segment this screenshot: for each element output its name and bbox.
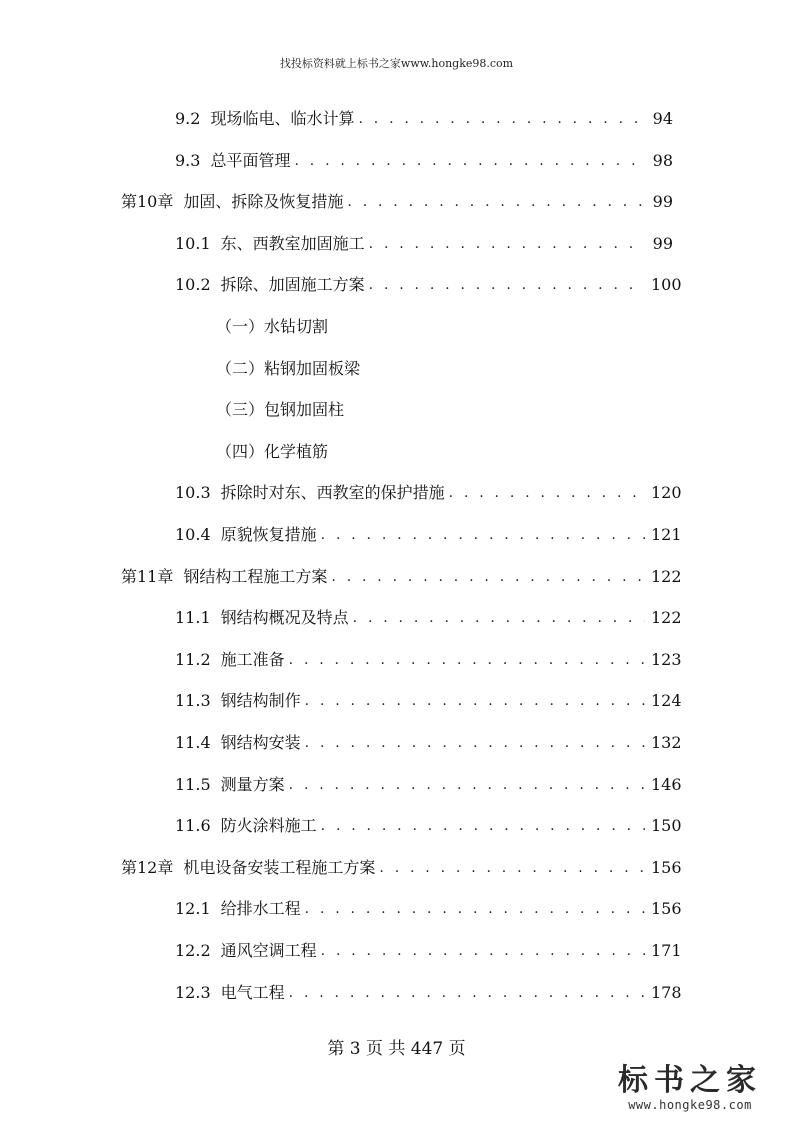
toc-number: 12.1 bbox=[175, 899, 211, 918]
toc-page-number: 178 bbox=[651, 983, 682, 1002]
toc-page-number: 94 bbox=[652, 109, 673, 128]
toc-title: 拆除时对东、西教室的保护措施 bbox=[220, 483, 445, 502]
toc-title: 测量方案 bbox=[220, 775, 285, 794]
toc-title: 钢结构安装 bbox=[220, 733, 301, 752]
toc-section[interactable] bbox=[175, 272, 682, 296]
toc-page-number: 156 bbox=[651, 858, 682, 877]
toc-leader bbox=[289, 774, 645, 796]
toc-page-number: 123 bbox=[651, 650, 682, 669]
toc-section[interactable] bbox=[175, 480, 682, 504]
toc-title: 现场临电、临水计算 bbox=[210, 109, 355, 128]
toc-section[interactable] bbox=[175, 813, 682, 837]
toc-number: 10.3 bbox=[175, 483, 211, 502]
toc-subitem: （一）水钻切割 bbox=[216, 317, 329, 336]
toc-leader bbox=[347, 191, 645, 213]
toc-section[interactable] bbox=[175, 938, 682, 962]
toc-page-number: 124 bbox=[651, 691, 682, 710]
toc-number: 9.3 bbox=[175, 151, 201, 170]
toc-leader bbox=[305, 898, 645, 920]
logo-url: www.hongke98.com bbox=[628, 1098, 752, 1112]
toc-subitem: （三）包钢加固柱 bbox=[216, 400, 345, 419]
toc-number: 11.4 bbox=[175, 733, 211, 752]
toc-leader bbox=[294, 150, 645, 172]
toc-number: 11.5 bbox=[175, 775, 211, 794]
toc-leader bbox=[321, 815, 645, 837]
toc-title: 加固、拆除及恢复措施 bbox=[183, 192, 344, 211]
toc-section[interactable] bbox=[175, 772, 682, 796]
toc-number: 10.4 bbox=[175, 525, 211, 544]
toc-leader bbox=[305, 732, 645, 754]
toc-leader bbox=[379, 857, 645, 879]
toc-title: 拆除、加固施工方案 bbox=[220, 275, 365, 294]
toc-title: 原貌恢复措施 bbox=[220, 525, 317, 544]
toc-chapter[interactable] bbox=[121, 564, 682, 588]
toc-page-number: 100 bbox=[651, 275, 682, 294]
toc-page-number: 99 bbox=[652, 192, 673, 211]
toc-title: 钢结构制作 bbox=[220, 691, 301, 710]
toc-page-number: 122 bbox=[651, 608, 682, 627]
toc-number: 第11章 bbox=[121, 567, 174, 586]
toc-leader bbox=[353, 607, 645, 629]
toc-subitem: （二）粘钢加固板梁 bbox=[216, 359, 361, 378]
toc-page-number: 156 bbox=[651, 899, 682, 918]
toc-title: 施工准备 bbox=[220, 650, 285, 669]
toc-page-number: 146 bbox=[651, 775, 682, 794]
toc-number: 第12章 bbox=[121, 858, 174, 877]
toc-section[interactable] bbox=[175, 980, 682, 1004]
toc-title: 机电设备安装工程施工方案 bbox=[183, 858, 376, 877]
toc-leader bbox=[369, 233, 645, 255]
toc-section[interactable] bbox=[175, 896, 682, 920]
toc-page-number: 171 bbox=[651, 941, 682, 960]
toc-leader bbox=[305, 690, 645, 712]
toc-page-number: 150 bbox=[651, 816, 682, 835]
toc-leader bbox=[358, 108, 645, 130]
toc-chapter[interactable] bbox=[121, 189, 673, 213]
logo-brand: 标书之家 bbox=[618, 1063, 762, 1098]
toc-section[interactable] bbox=[175, 148, 673, 172]
page-header: 找投标资料就上标书之家www.hongke98.com bbox=[279, 57, 514, 70]
toc-section[interactable] bbox=[175, 106, 673, 130]
toc-number: 12.2 bbox=[175, 941, 211, 960]
toc-section[interactable] bbox=[175, 605, 682, 629]
toc-page-number: 99 bbox=[652, 234, 673, 253]
toc-title: 给排水工程 bbox=[220, 899, 301, 918]
toc-section[interactable] bbox=[175, 688, 682, 712]
toc-number: 11.6 bbox=[175, 816, 211, 835]
toc-leader bbox=[289, 982, 645, 1004]
toc-number: 第10章 bbox=[121, 192, 174, 211]
toc-number: 11.1 bbox=[175, 608, 211, 627]
toc-title: 电气工程 bbox=[220, 983, 285, 1002]
page-footer: 第 3 页 共 447 页 bbox=[327, 1039, 466, 1059]
toc-leader bbox=[321, 524, 645, 546]
toc-title: 钢结构工程施工方案 bbox=[183, 567, 328, 586]
toc-number: 11.3 bbox=[175, 691, 211, 710]
toc-title: 通风空调工程 bbox=[220, 941, 317, 960]
toc-section[interactable] bbox=[175, 231, 673, 255]
toc-page-number: 132 bbox=[651, 733, 682, 752]
toc-leader bbox=[449, 482, 645, 504]
toc-chapter[interactable] bbox=[121, 855, 682, 879]
toc-section[interactable] bbox=[175, 730, 682, 754]
toc-page-number: 122 bbox=[651, 567, 682, 586]
toc-number: 10.1 bbox=[175, 234, 211, 253]
toc-page-number: 98 bbox=[652, 151, 673, 170]
toc-leader bbox=[321, 940, 645, 962]
toc-page-number: 121 bbox=[651, 525, 682, 544]
toc-section[interactable] bbox=[175, 647, 682, 671]
toc-leader bbox=[369, 274, 645, 296]
toc-number: 12.3 bbox=[175, 983, 211, 1002]
toc-title: 钢结构概况及特点 bbox=[220, 608, 349, 627]
toc-subitem: （四）化学植筋 bbox=[216, 442, 329, 461]
toc-title: 防火涂料施工 bbox=[220, 816, 317, 835]
toc-section[interactable] bbox=[175, 522, 682, 546]
toc-number: 9.2 bbox=[175, 109, 201, 128]
toc-page-number: 120 bbox=[651, 483, 682, 502]
toc-leader bbox=[289, 649, 645, 671]
toc-title: 东、西教室加固施工 bbox=[220, 234, 365, 253]
logo bbox=[615, 1064, 765, 1112]
toc-title: 总平面管理 bbox=[210, 151, 291, 170]
toc-leader bbox=[331, 566, 645, 588]
toc-number: 10.2 bbox=[175, 275, 211, 294]
toc-number: 11.2 bbox=[175, 650, 211, 669]
